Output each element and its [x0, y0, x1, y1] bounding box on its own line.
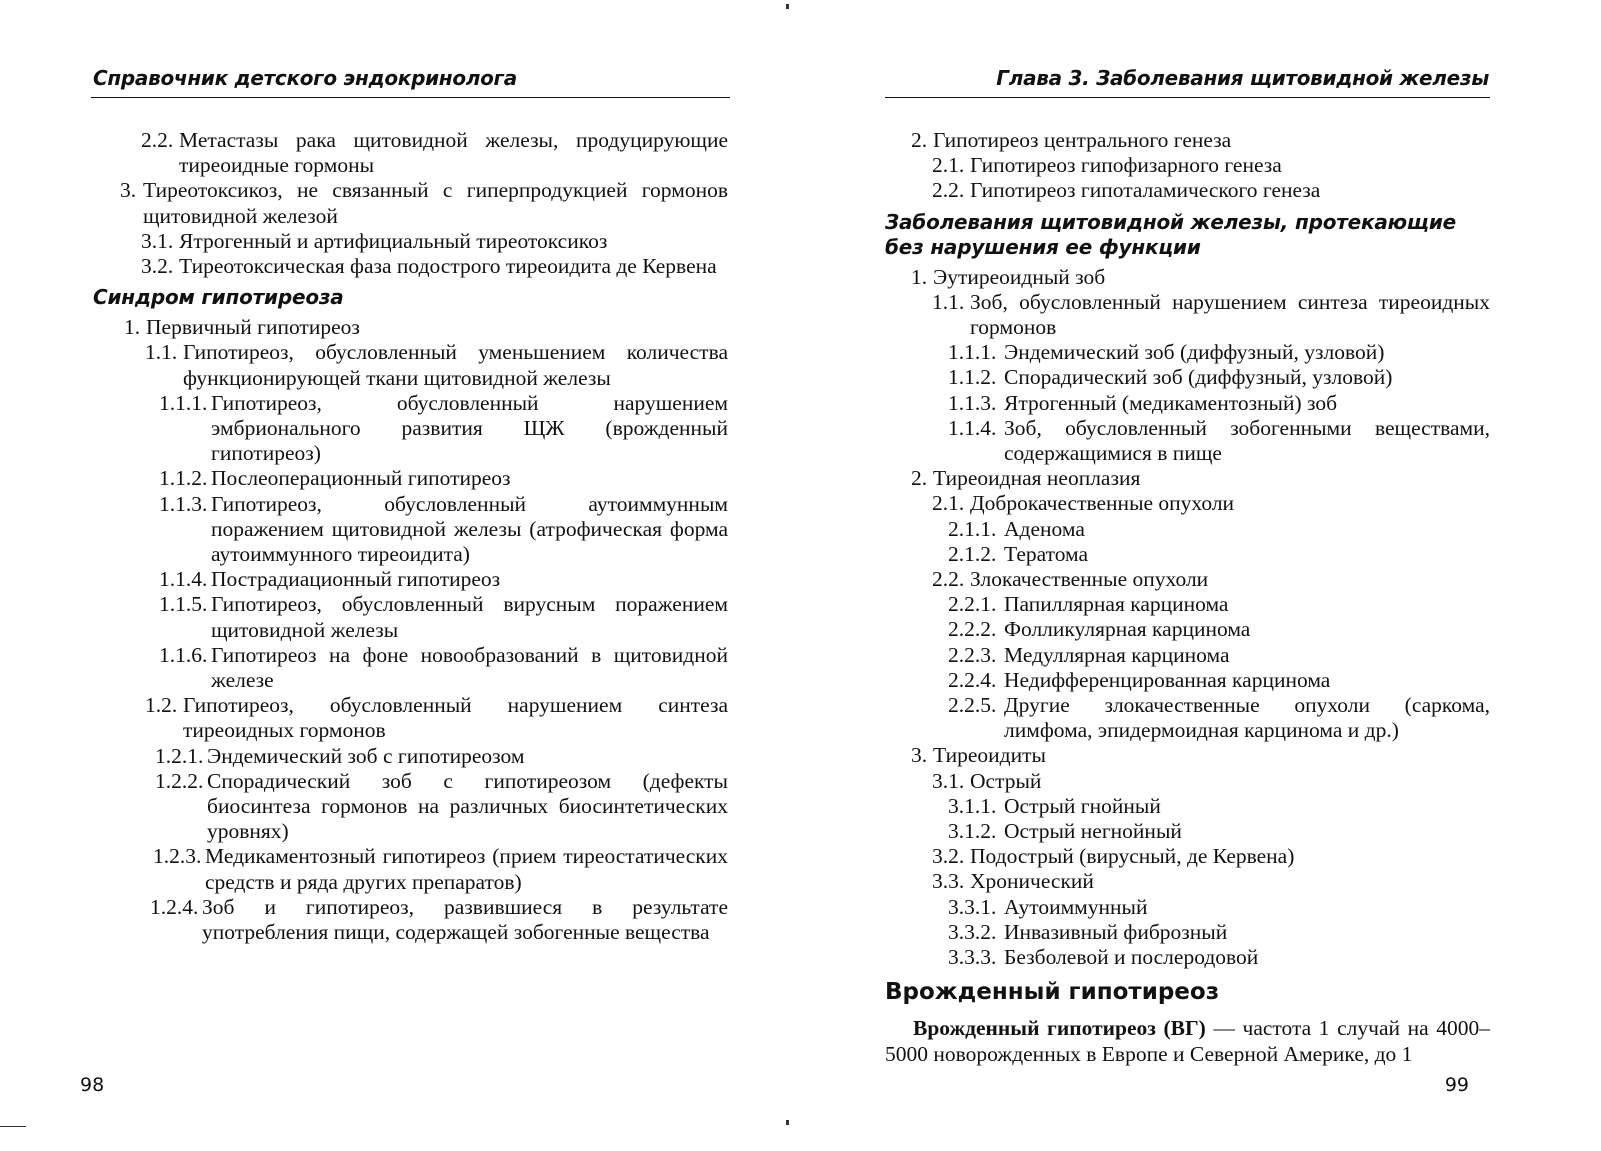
left-page-body — [93, 128, 728, 945]
outline-item-number: 3. — [120, 178, 137, 203]
outline-item — [885, 491, 1490, 516]
outline-item — [885, 340, 1490, 365]
right-page — [800, 0, 1601, 1151]
outline-item-number: 2.2.3. — [948, 642, 997, 667]
outline-item — [93, 391, 728, 467]
outline-item-text: Тиреоидиты — [933, 743, 1046, 768]
outline-item-number: 3.1.2. — [948, 819, 997, 844]
outline-item-text: Инвазивный фиброзный — [1004, 919, 1228, 944]
outline-item — [885, 844, 1490, 869]
outline-item-text: Медуллярная карцинома — [1004, 642, 1230, 667]
outline-item-number: 1. — [911, 264, 928, 289]
outline-item-number: 1.2.1. — [155, 743, 204, 768]
header-rule-right — [885, 97, 1490, 98]
outline-item-number: 1.1. — [932, 289, 965, 314]
outline-item-number: 3.3. — [932, 869, 965, 894]
outline-item-text: Первичный гипотиреоз — [146, 315, 360, 340]
outline-item — [885, 895, 1490, 920]
outline-item-text: Острый гнойный — [1004, 793, 1161, 818]
outline-item — [885, 643, 1490, 668]
outline-item-number: 1. — [124, 315, 141, 340]
outline-item — [93, 592, 728, 642]
outline-item-text: Гипотиреоз, обусловленный аутоиммунным поражением щитовидной железы (атрофическая форма аутоиммунного тиреоидита) — [211, 491, 728, 567]
outline-item — [93, 466, 728, 491]
outline-item-text: Хронический — [970, 869, 1094, 894]
page-edge-line — [0, 1126, 26, 1127]
outline-item — [885, 668, 1490, 693]
outline-item-text: Медикаментозный гипотиреоз (прием тиреостатических средств и ряда других препаратов) — [205, 844, 728, 894]
outline-item-text: Злокачественные опухоли — [970, 567, 1209, 592]
outline-item-number: 2.2.5. — [948, 693, 997, 718]
outline-item — [885, 517, 1490, 542]
gutter-mark-bottom — [786, 1120, 789, 1125]
outline-item-text: Спорадический зоб с гипотиреозом (дефекты биосинтеза гормонов на различных биосинтетических уровнях) — [207, 768, 728, 844]
outline-item — [885, 617, 1490, 642]
outline-item-text: Эутиреоидный зоб — [933, 264, 1106, 289]
outline-item-text: Гипотиреоз гипофизарного генеза — [970, 153, 1282, 178]
outline-item — [93, 769, 728, 845]
outline-item-text: Ятрогенный (медикаментозный) зоб — [1004, 390, 1338, 415]
outline-item-text: Гипотиреоз на фоне новообразований в щитовидной железе — [211, 642, 728, 693]
outline-item-text: Эндемический зоб с гипотиреозом — [207, 743, 525, 768]
outline-item — [885, 153, 1490, 178]
outline-item-number: 2.2. — [932, 567, 965, 592]
outline-item-number: 1.1.4. — [948, 415, 997, 440]
gutter-mark-top — [786, 4, 789, 9]
outline-item-number: 1.1.1. — [948, 340, 997, 365]
outline-item — [885, 693, 1490, 743]
outline-item-text: Зоб, обусловленный зобогенными веществами, содержащимися в пище — [1004, 415, 1490, 466]
outline-item-number: 2.1. — [932, 491, 965, 516]
running-head-right: Глава 3. Заболевания щитовидной железы — [996, 66, 1489, 90]
outline-item-number: 1.2.4. — [150, 894, 199, 919]
outline-item-text: Доброкачественные опухоли — [970, 491, 1235, 516]
body-paragraph — [885, 1016, 1490, 1066]
outline-item — [885, 945, 1490, 970]
outline-item — [885, 466, 1490, 491]
outline-item-text: Гипотиреоз, обусловленный нарушением синтеза тиреоидных гормонов — [183, 693, 728, 743]
outline-item-number: 3.3.2. — [948, 919, 997, 944]
section-subheading: Синдром гипотиреоза — [93, 285, 344, 310]
outline-item-text: Гипотиреоз, обусловленный нарушением эмбрионального развития ЩЖ (врожденный гипотиреоз) — [211, 390, 728, 466]
outline-item — [885, 743, 1490, 768]
outline-item-text: Подострый (вирусный, де Кервена) — [970, 844, 1295, 869]
outline-item — [93, 178, 728, 228]
outline-item-text: Пострадиационный гипотиреоз — [211, 567, 501, 592]
paragraph-text: — частота 1 случай на 4000–5000 новорожденных в Европе и Северной Америке, до 1 — [885, 1016, 1490, 1066]
outline-item-number: 2.2. — [141, 128, 174, 152]
outline-item — [885, 769, 1490, 794]
outline-item-text: Спорадический зоб (диффузный, узловой) — [1004, 365, 1393, 390]
outline-item-number: 1.2. — [145, 693, 178, 718]
outline-item-number: 2.2.4. — [948, 667, 997, 692]
outline-item-text: Аденома — [1004, 516, 1085, 541]
outline-item — [93, 744, 728, 769]
outline-item — [885, 542, 1490, 567]
outline-item — [93, 492, 728, 568]
outline-item-number: 3.3.3. — [948, 945, 997, 970]
page-number-right: 99 — [1444, 1074, 1469, 1096]
outline-item — [885, 819, 1490, 844]
outline-item-text: Недифференцированная карцинома — [1004, 667, 1331, 692]
outline-item-number: 3.1. — [141, 228, 174, 253]
outline-item-text: Ятрогенный и артифициальный тиреотоксикоз — [179, 228, 608, 253]
outline-item-number: 1.1. — [145, 340, 178, 365]
outline-item — [885, 794, 1490, 819]
outline-item — [885, 178, 1490, 203]
outline-item — [93, 643, 728, 693]
outline-item-text: Другие злокачественные опухоли (саркома, лимфома, эпидермоидная карцинома и др.) — [1004, 693, 1490, 743]
outline-item-text: Послеоперационный гипотиреоз — [211, 466, 511, 491]
outline-item — [885, 391, 1490, 416]
outline-item-text: Тератома — [1004, 541, 1089, 566]
outline-item — [93, 128, 728, 178]
section-heading: Врожденный гипотиреоз — [885, 979, 1220, 1006]
outline-item — [885, 290, 1490, 340]
header-rule-left — [91, 97, 730, 98]
outline-item-number: 1.1.3. — [948, 390, 997, 415]
outline-item-number: 1.1.3. — [159, 491, 208, 516]
outline-item — [885, 592, 1490, 617]
outline-item-number: 1.1.6. — [159, 642, 208, 667]
outline-item-number: 3.3.1. — [948, 894, 997, 919]
outline-item-number: 2.1. — [932, 153, 965, 178]
outline-item — [93, 229, 728, 254]
left-page — [0, 0, 800, 1151]
outline-item-text: Гипотиреоз гипоталамического генеза — [970, 178, 1321, 203]
outline-item-number: 1.1.2. — [948, 365, 997, 390]
outline-item-number: 1.1.2. — [159, 466, 208, 491]
outline-item-number: 2.2.2. — [948, 617, 997, 642]
outline-item — [93, 254, 728, 279]
outline-item-number: 1.1.1. — [159, 390, 208, 415]
outline-item-text: Гипотиреоз, обусловленный вирусным поражением щитовидной железы — [211, 592, 728, 642]
outline-item-text: Острый — [970, 768, 1042, 793]
outline-item — [885, 265, 1490, 290]
outline-item-number: 3. — [911, 743, 928, 768]
outline-item-text: Зоб, обусловленный нарушением синтеза тиреоидных гормонов — [970, 289, 1490, 340]
outline-item-text: Гипотиреоз, обусловленный уменьшением количества функционирующей ткани щитовидной железы — [183, 340, 728, 390]
outline-item-number: 3.2. — [141, 254, 174, 279]
outline-item — [93, 567, 728, 592]
right-page-body — [885, 128, 1490, 1067]
outline-item — [885, 920, 1490, 945]
outline-item-number: 2. — [911, 466, 928, 491]
outline-item-text: Острый негнойный — [1004, 819, 1182, 844]
outline-item-text: Безболевой и послеродовой — [1004, 945, 1259, 970]
outline-item-number: 1.1.4. — [159, 567, 208, 592]
outline-item-text: Фолликулярная карцинома — [1004, 617, 1251, 642]
outline-item-number: 3.1.1. — [948, 793, 997, 818]
outline-item — [93, 844, 728, 894]
outline-item-number: 3.2. — [932, 844, 965, 869]
outline-item-text: Аутоиммунный — [1004, 894, 1148, 919]
outline-item-text: Гипотиреоз центрального генеза — [933, 128, 1232, 152]
outline-item — [93, 315, 728, 340]
outline-item — [885, 128, 1490, 153]
outline-item — [885, 869, 1490, 894]
outline-item — [885, 365, 1490, 390]
outline-item-text: Метастазы рака щитовидной железы, продуцирующие тиреоидные гормоны — [179, 128, 728, 178]
section-subheading: Заболевания щитовидной железы, протекающие без нарушения ее функции — [885, 209, 1457, 259]
outline-item-number: 1.1.5. — [159, 592, 208, 617]
outline-item-text: Тиреотоксическая фаза подострого тиреоидита де Кервена — [179, 254, 717, 279]
running-head-left: Справочник детского эндокринолога — [93, 66, 517, 90]
outline-item-number: 3.1. — [932, 768, 965, 793]
page-number-left: 98 — [80, 1074, 105, 1096]
outline-item-number: 2.1.1. — [948, 516, 997, 541]
outline-item — [93, 340, 728, 390]
outline-item — [885, 567, 1490, 592]
outline-item-number: 2.2.1. — [948, 592, 997, 617]
outline-item — [93, 895, 728, 945]
outline-item-number: 2.2. — [932, 178, 965, 203]
outline-item-number: 2. — [911, 128, 928, 152]
outline-item-text: Папиллярная карцинома — [1004, 592, 1229, 617]
outline-item-number: 2.1.2. — [948, 541, 997, 566]
outline-item-text: Тиреоидная неоплазия — [933, 466, 1141, 491]
outline-item — [93, 693, 728, 743]
outline-item-number: 1.2.3. — [153, 844, 202, 869]
outline-item — [885, 416, 1490, 466]
outline-item-number: 1.2.2. — [155, 768, 204, 793]
paragraph-lead-term: Врожденный гипотиреоз (ВГ) — [913, 1016, 1206, 1041]
outline-item-text: Эндемический зоб (диффузный, узловой) — [1004, 340, 1385, 365]
outline-item-text: Тиреотоксикоз, не связанный с гиперпродукцией гормонов щитовидной железой — [143, 178, 728, 228]
outline-item-text: Зоб и гипотиреоз, развившиеся в результате употребления пищи, содержащей зобогенные вещества — [202, 894, 728, 945]
